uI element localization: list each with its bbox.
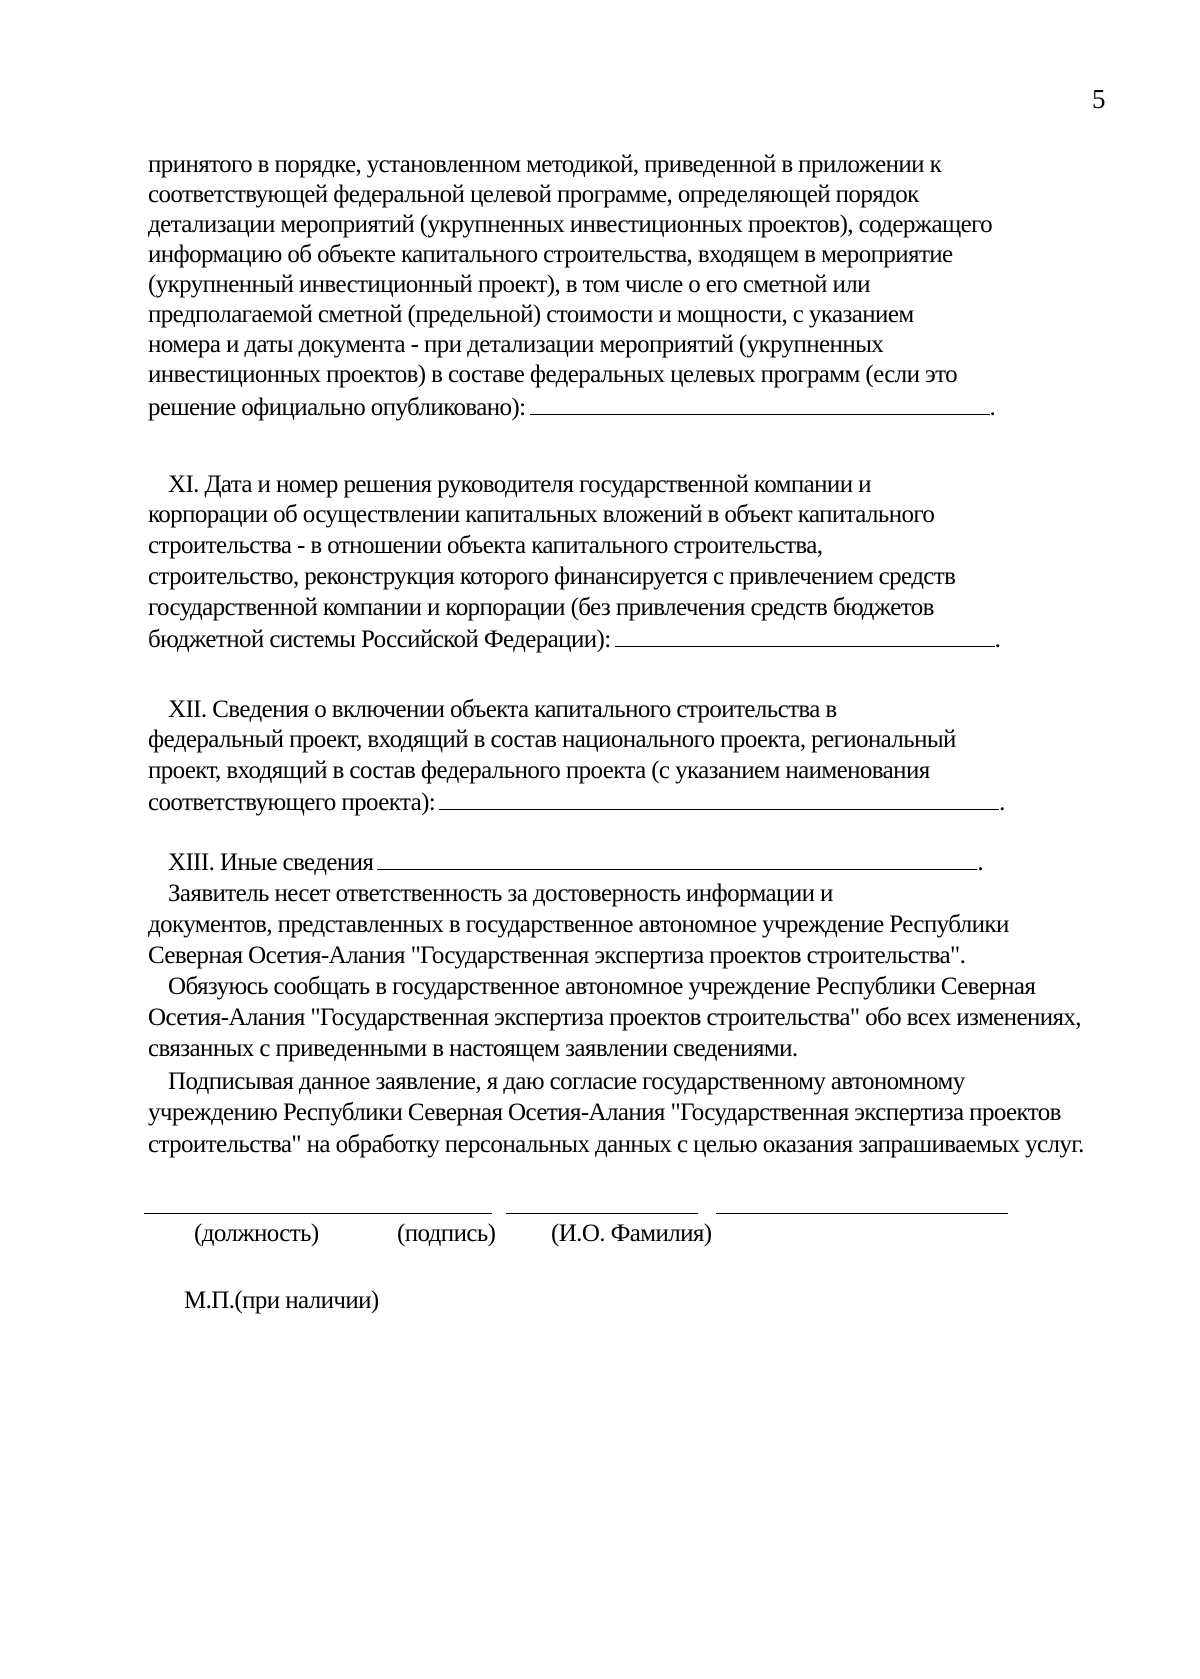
paragraph-xiii (168, 847, 983, 878)
text-line: Осетия-Алания "Государственная экспертиза проектов строительства" обо всех изменениях, (148, 1004, 1081, 1031)
period: . (994, 626, 1001, 653)
text-line: инвестиционных проектов) в составе федеральных целевых программ (если это (148, 361, 958, 388)
text-line: строительства - в отношении объекта капитального строительства, (148, 532, 823, 559)
fill-in-line (377, 847, 977, 870)
position-signature-line (144, 1213, 492, 1214)
field-label: решение официально опубликовано): (148, 394, 526, 421)
fill-in-line (439, 787, 999, 810)
text-line: проект, входящий в состав федерального проекта (с указанием наименования (148, 757, 930, 784)
text-line: соответствующей федеральной целевой программе, определяющей порядок (148, 181, 919, 208)
name-caption: (И.О. Фамилия) (551, 1220, 712, 1247)
period: . (999, 789, 1005, 816)
text-line: строительство, реконструкция которого финансируется с привлечением средств (148, 563, 956, 590)
stamp-note: М.П.(при наличии) (184, 1287, 379, 1314)
position-caption: (должность) (194, 1220, 319, 1247)
field-label: бюджетной системы Российской Федерации): (148, 626, 611, 653)
signature-signature-line (506, 1213, 698, 1214)
text-line: строительства" на обработку персональных данных с целью оказания запрашиваемых услуг. (148, 1131, 1084, 1158)
period: . (977, 849, 983, 876)
text-line: документов, представленных в государственное автономное учреждение Республики (148, 911, 1009, 938)
text-line: информацию об объекте капитального строительства, входящем в мероприятие (148, 241, 953, 268)
page-number: 5 (1092, 84, 1106, 114)
text-line: номера и даты документа - при детализации мероприятий (укрупненных (148, 331, 884, 358)
text-line: Северная Осетия-Алания "Государственная экспертиза проектов строительства". (148, 942, 966, 969)
text-line: Подписывая данное заявление, я даю согласие государственному автономному (168, 1068, 965, 1095)
text-line: корпорации об осуществлении капитальных вложений в объект капитального (148, 501, 935, 528)
text-line: Обязуюсь сообщать в государственное автономное учреждение Республики Северная (168, 973, 1036, 1000)
text-line: XII. Сведения о включении объекта капитального строительства в (168, 696, 837, 723)
text-line-with-field (148, 624, 1000, 655)
text-line: учреждению Республики Северная Осетия-Алания "Государственная экспертиза проектов (148, 1099, 1061, 1126)
text-line: Заявитель несет ответственность за достоверность информации и (168, 880, 833, 907)
period: . (989, 394, 996, 421)
fill-in-line (530, 392, 990, 415)
name-signature-line (716, 1213, 1008, 1214)
fill-in-line (615, 624, 995, 647)
text-line: государственной компании и корпорации (без привлечения средств бюджетов (148, 594, 934, 621)
text-line: связанных с приведенными в настоящем заявлении сведениями. (148, 1035, 798, 1062)
text-line: XI. Дата и номер решения руководителя государственной компании и (168, 471, 871, 498)
text-line: детализации мероприятий (укрупненных инвестиционных проектов), содержащего (148, 211, 993, 238)
text-line: (укрупненный инвестиционный проект), в том числе о его сметной или (148, 271, 870, 298)
text-line-with-field (148, 392, 995, 423)
field-label: XIII. Иные сведения (168, 849, 374, 876)
text-line: федеральный проект, входящий в состав национального проекта, региональный (148, 726, 956, 753)
signature-caption: (подпись) (397, 1220, 496, 1247)
text-line: принятого в порядке, установленном методикой, приведенной в приложении к (148, 151, 942, 178)
text-line: предполагаемой сметной (предельной) стоимости и мощности, с указанием (148, 301, 914, 328)
field-label: соответствующего проекта): (148, 789, 436, 816)
text-line-with-field (148, 787, 1005, 818)
